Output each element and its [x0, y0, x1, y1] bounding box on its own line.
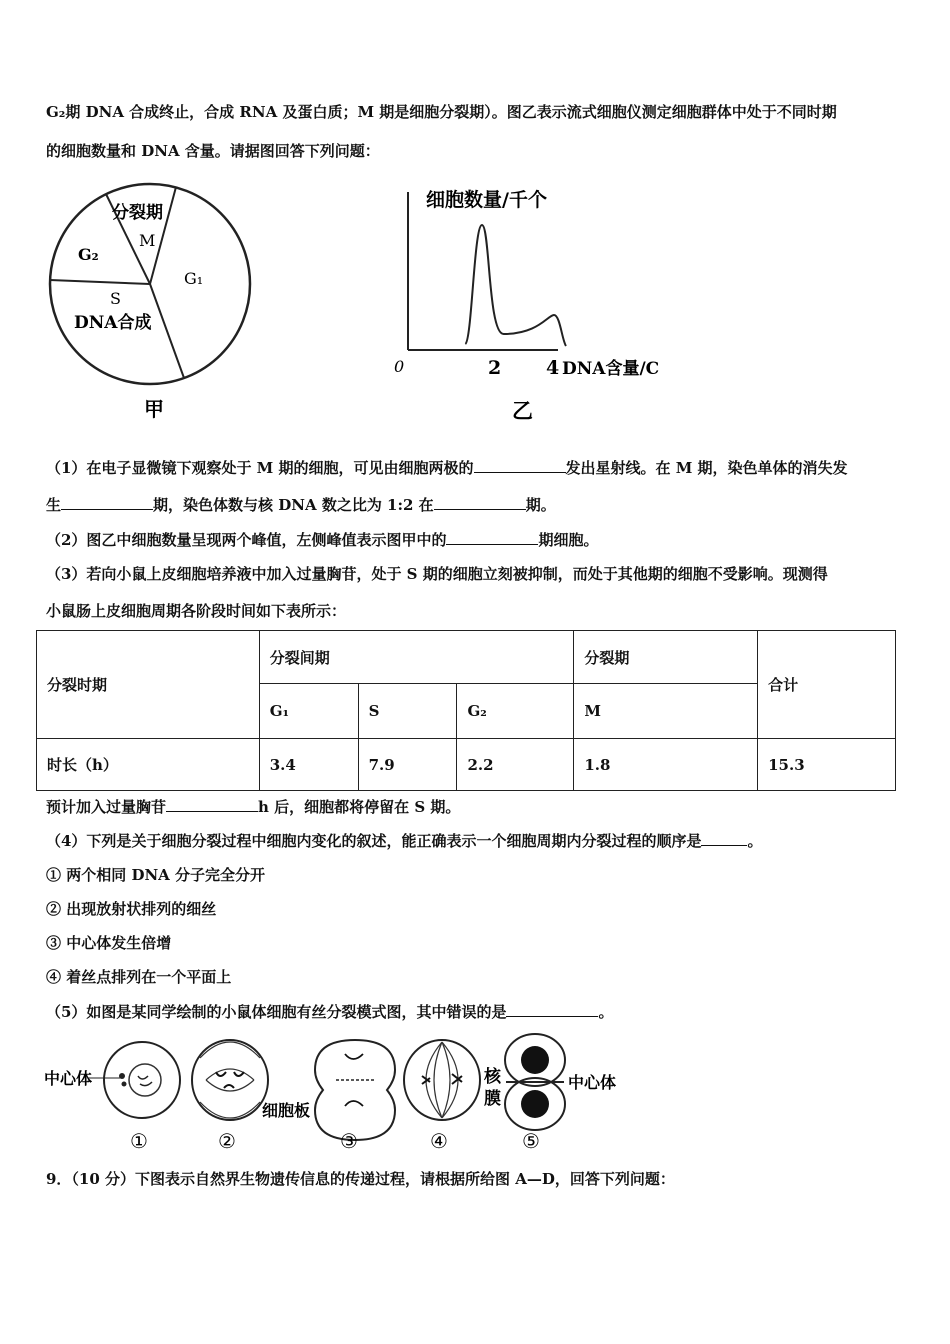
caption-yi: 乙	[512, 398, 533, 423]
nuclear-membrane-label-2: 膜	[484, 1089, 501, 1109]
question-4	[46, 829, 908, 852]
q1-blank-2[interactable]	[61, 493, 153, 510]
q4-blank[interactable]	[701, 829, 747, 846]
cell-plate-label: 细胞板	[262, 1101, 311, 1120]
question-9	[46, 1168, 908, 1190]
figure-jia-cell-cycle	[44, 180, 274, 430]
label-g2: G₂	[78, 245, 99, 264]
question-2	[46, 528, 908, 551]
q1-text-d: 期，染色体数与核 DNA 数之比为 1:2 在	[153, 496, 434, 514]
q5-text-b: 。	[598, 1003, 614, 1021]
cell-cycle-duration-table	[36, 630, 896, 791]
value-g2: 2.2	[457, 739, 574, 791]
cell-number-1: ①	[130, 1129, 148, 1153]
origin-label: 0	[394, 357, 405, 376]
cell-1	[44, 1042, 180, 1153]
header-total: 合计	[758, 631, 896, 739]
q1-text-e: 期。	[525, 496, 556, 514]
figure-mitosis-cells	[40, 1028, 640, 1156]
centrosome-label-left: 中心体	[44, 1069, 93, 1088]
q9-text: 9．（10 分）下图表示自然界生物遗传信息的传递过程，请根据所给图 A—D，回答下列问题：	[46, 1170, 675, 1188]
caption-jia: 甲	[144, 397, 164, 421]
y-axis-label: 细胞数量/千个	[426, 189, 547, 211]
option-2: ② 出现放射状排列的细丝	[46, 900, 217, 918]
divider-s-g1	[150, 284, 184, 378]
q2-text-a: （2）图乙中细胞数量呈现两个峰值，左侧峰值表示图甲中的	[46, 531, 447, 549]
figure-yi-histogram	[390, 178, 700, 428]
row-label-duration: 时长（h）	[37, 739, 260, 791]
question-3-line-1: （3）若向小鼠上皮细胞培养液中加入过量胸苷，处于 S 期的细胞立刻被抑制，而处于其他期的细胞不受影响。现测得	[46, 565, 828, 583]
header-interphase: 分裂间期	[259, 631, 574, 684]
q1-text-b: 发出星射线。在 M 期，染色单体的消失发	[565, 459, 848, 477]
question-3-tail	[46, 795, 908, 818]
header-division: 分裂期	[574, 631, 758, 684]
header-g1: G₁	[259, 684, 358, 739]
divider-g2-s	[50, 280, 150, 284]
cell-2	[192, 1040, 268, 1153]
option-1: ① 两个相同 DNA 分子完全分开	[46, 866, 266, 884]
x-tick-4: 4	[546, 357, 560, 379]
question-5	[46, 1000, 908, 1023]
q1-blank-3[interactable]	[434, 493, 526, 510]
label-s: S	[110, 289, 121, 308]
header-phase: 分裂时期	[37, 631, 260, 739]
centrosome-label-right: 中心体	[568, 1073, 617, 1092]
q3-tail-text-b: h 后，细胞都将停留在 S 期。	[258, 798, 461, 816]
label-m: M	[139, 231, 156, 250]
q2-text-b: 期细胞。	[538, 531, 599, 549]
header-m: M	[574, 684, 758, 739]
question-3-line-2: 小鼠肠上皮细胞周期各阶段时间如下表所示：	[46, 602, 347, 620]
value-m: 1.8	[574, 739, 758, 791]
header-s: S	[358, 684, 457, 739]
cell-3	[262, 1040, 395, 1153]
option-4: ④ 着丝点排列在一个平面上	[46, 968, 232, 986]
q4-text-b: 。	[747, 832, 763, 850]
nuclear-membrane-label-1: 核	[484, 1067, 501, 1087]
q3-blank[interactable]	[166, 795, 258, 812]
q5-blank[interactable]	[506, 1000, 598, 1017]
x-axis-label: DNA含量/C	[562, 359, 660, 379]
value-g1: 3.4	[259, 739, 358, 791]
q1-blank-1[interactable]	[474, 456, 566, 473]
label-m-top: 分裂期	[112, 203, 163, 223]
label-dna-synthesis: DNA合成	[74, 313, 152, 333]
q1-text-a: （1）在电子显微镜下观察处于 M 期的细胞，可见由细胞两极的	[46, 459, 474, 477]
q4-text-a: （4）下列是关于细胞分裂过程中细胞内变化的叙述，能正确表示一个细胞周期内分裂过程的顺序是	[46, 832, 702, 850]
q2-blank[interactable]	[446, 528, 538, 545]
intro-line-1: G₂期 DNA 合成终止，合成 RNA 及蛋白质；M 期是细胞分裂期）。图乙表示流式细胞仪测定细胞群体中处于不同时期	[46, 103, 837, 121]
intro-line-2: 的细胞数量和 DNA 含量。请据图回答下列问题：	[46, 142, 380, 160]
cell-number-3: ③	[340, 1129, 358, 1153]
header-g2: G₂	[457, 684, 574, 739]
cell-number-2: ②	[218, 1129, 236, 1153]
q3-tail-text-a: 预计加入过量胸苷	[46, 798, 167, 816]
value-s: 7.9	[358, 739, 457, 791]
cell-number-4: ④	[430, 1129, 448, 1153]
x-tick-2: 2	[488, 357, 502, 379]
value-total: 15.3	[758, 739, 896, 791]
series-line	[465, 225, 566, 346]
question-1-line-2	[46, 493, 908, 516]
question-1-line-1	[46, 456, 908, 479]
q1-text-c: 生	[46, 496, 62, 514]
cell-4	[404, 1040, 502, 1153]
label-g1: G₁	[184, 269, 204, 288]
cell-number-5: ⑤	[522, 1129, 540, 1153]
cell-5	[505, 1034, 616, 1153]
option-3: ③ 中心体发生倍增	[46, 934, 172, 952]
q5-text-a: （5）如图是某同学绘制的小鼠体细胞有丝分裂模式图，其中错误的是	[46, 1003, 507, 1021]
